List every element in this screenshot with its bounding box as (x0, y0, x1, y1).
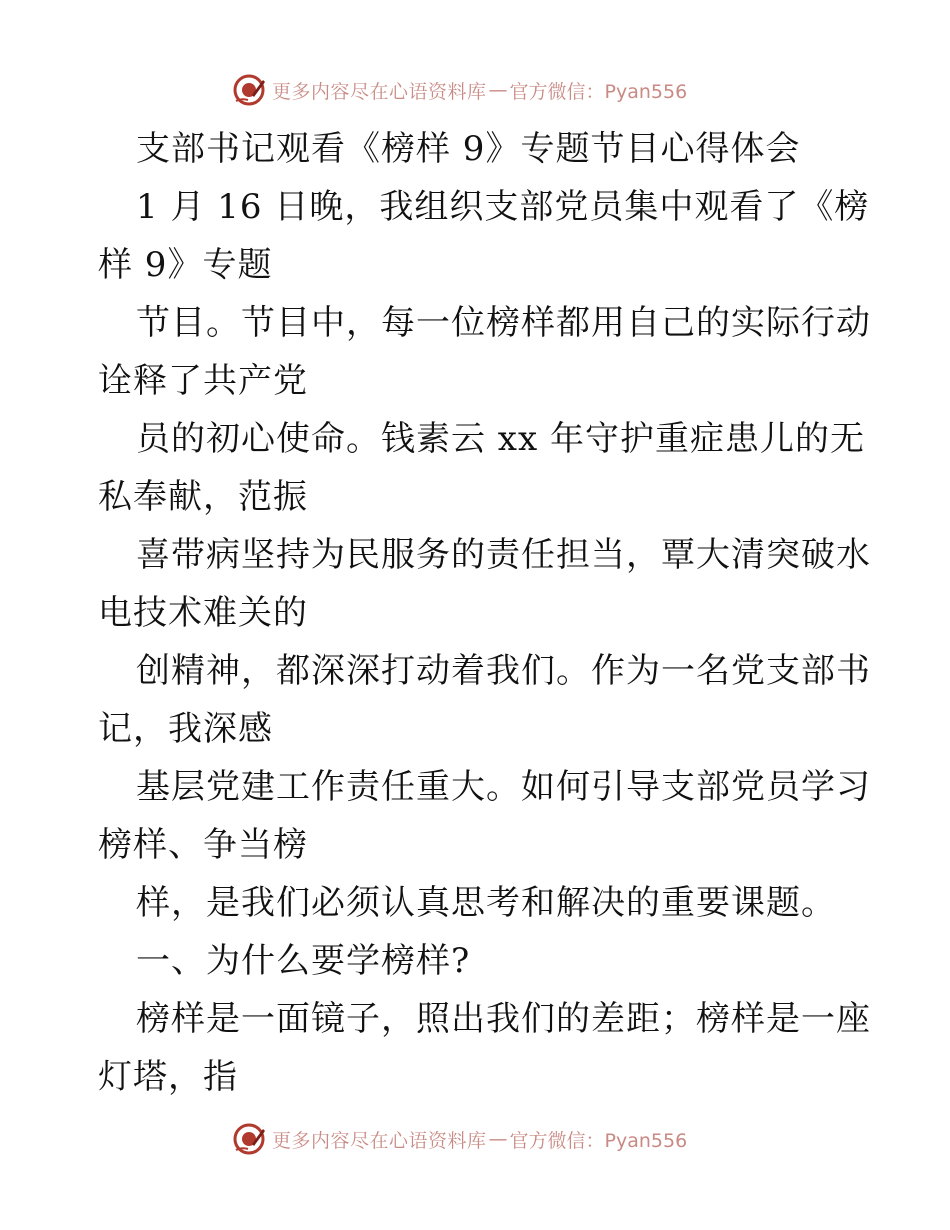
watermark-brand: 更多内容尽在心语资料库 (272, 80, 487, 103)
watermark-separator: — (488, 79, 508, 101)
text-line: 样 9》专题 (98, 245, 273, 285)
text-line: 诠释了共产党 (98, 361, 308, 401)
text-line: 样，是我们必须认真思考和解决的重要课题。 (136, 883, 836, 923)
quill-logo-icon (232, 73, 266, 107)
text-line: 记，我深感 (98, 709, 273, 749)
watermark-contact: 官方微信：Pyan556 (509, 80, 688, 103)
text-line: 一、为什么要学榜样? (136, 941, 471, 981)
watermark-separator: — (488, 1128, 508, 1150)
text-line: 1 月 16 日晚，我组织支部党员集中观看了《榜 (136, 187, 870, 227)
document-title: 支部书记观看《榜样 9》专题节目心得体会 (136, 129, 801, 169)
watermark-brand: 更多内容尽在心语资料库 (272, 1129, 487, 1152)
text-line: 节目。节目中，每一位榜样都用自己的实际行动 (136, 303, 871, 343)
text-line: 创精神，都深深打动着我们。作为一名党支部书 (136, 651, 871, 691)
document-body (98, 120, 871, 1106)
quill-logo-icon (232, 1122, 266, 1156)
text-line: 榜样是一面镜子，照出我们的差距；榜样是一座 (136, 999, 871, 1039)
text-line: 电技术难关的 (98, 593, 308, 633)
text-line: 员的初心使命。钱素云 xx 年守护重症患儿的无 (136, 419, 865, 459)
text-line: 基层党建工作责任重大。如何引导支部党员学习 (136, 767, 871, 807)
text-line: 喜带病坚持为民服务的责任担当，覃大清突破水 (136, 535, 871, 575)
text-line: 灯塔，指 (98, 1057, 238, 1097)
paragraph-lines (98, 178, 871, 1106)
header-watermark (232, 70, 687, 110)
watermark-contact: 官方微信：Pyan556 (509, 1129, 688, 1152)
text-line: 私奉献，范振 (98, 477, 308, 517)
footer-watermark (232, 1119, 687, 1159)
text-line: 榜样、争当榜 (98, 825, 308, 865)
